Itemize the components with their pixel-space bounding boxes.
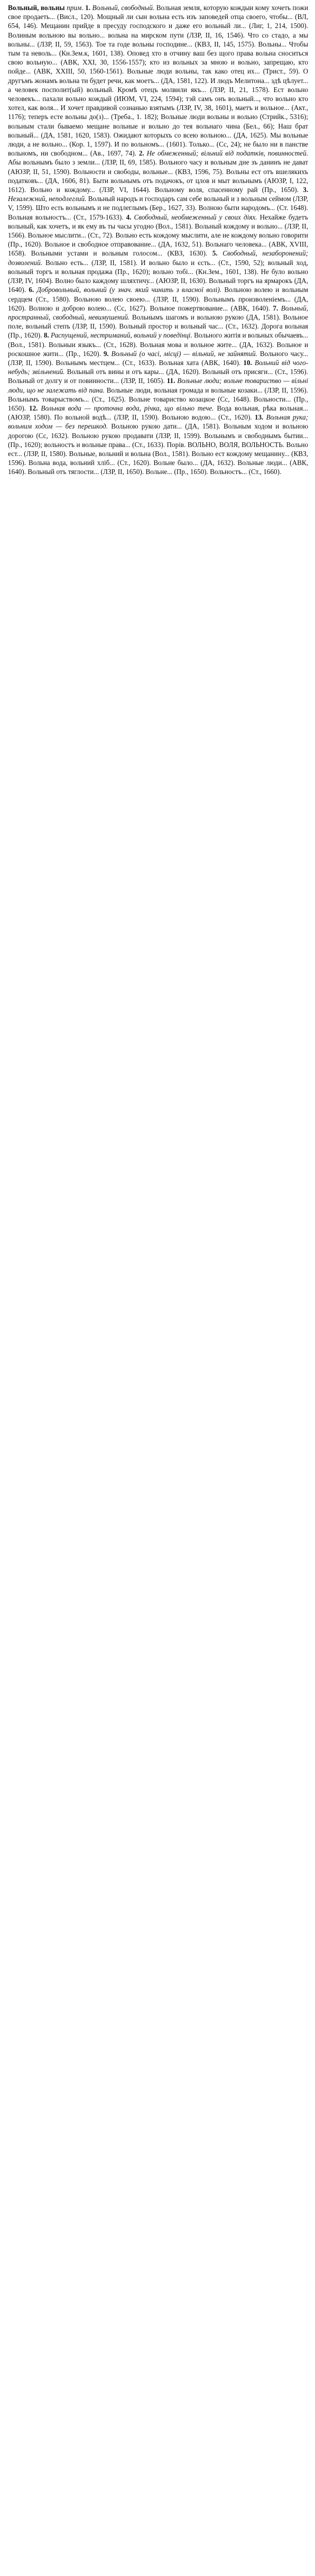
sense-6-citations: Вольною волею и вольным сердцем (Ст., 1580). Вольною волею своею... (ЛЗР, II, 1590). Вольнымъ произволеніемъ... (ДА, 1620). Волною и доброю волею... (Сс, 1627). Вольное пожертвование... (АВК, 1640). xyxy=(8,286,309,312)
sense-8-number: 8. xyxy=(43,331,51,340)
sense-13-citations: Вольною рукою дати... (ДА, 1581). Вольным ходом и вольною дорогою (Сс, 1632). Вольною рукою продавати (ЛЗР, II, 1599). xyxy=(8,422,309,440)
sense-6-gloss: Добровольный, вольний (у знач. який чинить з власної волі). xyxy=(36,286,225,294)
sense-13-gloss: Вольная рука; вольним ходом — без перешкод. xyxy=(8,413,309,431)
sense-10-number: 10. xyxy=(243,358,255,367)
sense-9-citations: Вольного часу... (ЛЗР, II, 1590). Вольнымъ местцем... (Ст., 1633). Вольная хата (АВК, 1640). xyxy=(8,349,308,367)
sense-13-number: 13. xyxy=(254,413,266,422)
sense-11-number: 11. xyxy=(166,377,178,385)
sense-10-gloss: Вольний від чого-небудь; звільнений. xyxy=(8,358,309,376)
sense-5-number: 5. xyxy=(212,249,223,258)
sense-11-gloss: Вольные люди; вольне товариство — вільні люди, що не залежать від пана. xyxy=(8,377,308,394)
sense-1-gloss: Вольный, свободный. xyxy=(92,4,156,12)
sense-11-citations: Вольные люди, вольная громада и вольные козаки... (ЛЗР, II, 1596). Вольнымъ товарыствомъ... (Ст., 1625). Вольне товариство козацкое (Сс, 1648). Вольности... (Пр., 1650). xyxy=(8,386,308,412)
entry-intro xyxy=(8,3,308,477)
sense-12-gloss: Вольная вода — проточна вода, річка, що вільно тече. xyxy=(41,404,217,412)
sense-7-gloss: Вольный, пространный, свободный, невимушений. xyxy=(8,304,309,321)
sense-8-citations: Вольного житія и вольных обычаевъ... (Вол., 1581). Вольныи языкъ... (Ст., 1628). Вольная мова и вольное жите... (ДА, 1632). Вольное и роскошное жити... (Пр., 1620). xyxy=(8,331,309,358)
dictionary-page xyxy=(0,0,315,484)
sense-9-gloss: Вольный (о часі, місці) — вільний, не зайнятий. xyxy=(111,349,260,358)
sense-4-gloss: Свободный, необмеженный у своих діях. xyxy=(134,213,260,221)
part-of-speech: прим. xyxy=(67,4,86,12)
sense-12-number: 12. xyxy=(29,404,41,412)
sense-2-number: 2. xyxy=(138,149,147,158)
sense-9-number: 9. xyxy=(103,349,112,358)
sense-4-citations: Нехайже будетъ вольный, как хочетъ, и як ему въ ты часы угодно (Вол., 1581). Вольный кождому и вольно... (ЛЗР, II, 1566). Вольное мыслити... (Ст., 72). Вольно есть кождому мыслити, але не кождому вольно говорити (Пр., 1620). Вольное и свободное отправование... (ДА, 1632, 51). Вольнаго человека... (АВК, XVIII, 1658). Вольными устами и вольным голосом... (КВЗ, 1630). xyxy=(8,213,308,258)
sense-5-citations: Вольно есть... (ЛЗР, II, 1581). И вольно было и єсть... (Ст., 1590, 52); вольный ход, вольный торгъ и вольная продажа (Пр., 1620); вольно тобі... (Кн.Зем., 1601, 138). Не було вольно (ЛЗР, IV, 1604). Волно было каждому шляхтичу... (АЮЗР, II, 1630). Вольный торгъ на ярмарокъ (ДА, 1640). xyxy=(8,258,308,294)
sense-4-number: 4. xyxy=(126,213,134,221)
sense-3-gloss: Незалежний, неподлеглий. xyxy=(8,195,88,203)
sense-6-number: 6. xyxy=(29,286,37,294)
sense-12-citations: Вода вольная, рѣка вольная... (АЮЗР, 1580). По вольной водѣ... (ЛЗР, II, 1590). Вольною водою... (Ст., 1620). xyxy=(8,404,308,422)
sense-7-citations: Вольнымъ шагомъ и вольною рукою (ДА, 1581). Вольное поле, вольный степъ (ЛЗР, II, 1590). Вольный простор и вольный час... (Ст., 1632). Дорога вольная (Пр., 1620). xyxy=(8,313,308,340)
sense-8-gloss: Распущений, нестриманий, вольний у поведінці. xyxy=(51,331,194,340)
entry-headword: Вольный, вольны xyxy=(8,4,67,12)
sense-3-number: 3. xyxy=(303,186,308,194)
sense-1-citations: Вольная земля, которую кождыи кому хочеть пожи свое продаеть... (Висл., 120). Мощный ли сын вольна есть изъ заповедей отца своего, чтобы... (ВЛ, 654, 146). Мещанин прийде в пресуду господского и даже его вольный ли... (Лиг, 1, 214, 1500). Волиным вольною вы вольно... вольна на мирском пути (ЛЗР, II, 16, 1546). Что со стадо, а мы вольны... (ЛЗР, II, 59, 1563). Тое та годе вольны господине... (КВЗ, II, 145, 1575). Вольны... Чтобы тым та неволь... (Кн.Зем.к, 1601, 138). Оповед хто в отчину ваш без щого права вольна сноситься свою вольную... (АВК, XXI, 30, 1556-1557); кто из вольных за мною и вольно, запрещаю, кто пойде... (АВК, XXIII, 50, 1560-1561). Вольные люди вольны, так како отец их... (Трист., 59). О другъмъ жонамъ вольна ти будет речи, как моетъ... (ДА, 1581, 122). И людъ Мелитона... здѣ цѣлует... а человек посполит(ый) вольный. Кромѣ отецъ молвили якъ... (ЛЗР, II, 21, 1578). Ест вольно человекъ... пахали вольно кождый (ИЮМ, VI, 224, 1594); тэй самъ онъ вольный..., что вольно кто хотел, как воля... И хочет правдивой сознанью взятымъ (ЛЗР, IV, 38, 1601), маетъ и вольное... (Акт., 1176); теперъ есте вольны до(з)... (Треба., 1. 182); Вольные люди вольны и вольно (Стрийк., 5316); вольным стали бываемо мещане вольные и вольно до тея вольнаго чина (Бел., 66); Наш брат вольный... (ДА, 1581, 1620, 1583). Ожидают которыхъ со всею вольною... (ДА, 1625). Мы вольные люди, а не вольно... (Кор. 1, 1597). И по вольномъ... (1601). Только... (Сс, 24); не было ни в панстве вольномъ, ни свободном... (Ав., 1697, 74). xyxy=(8,4,309,158)
entry-closing-notes: Вольнымъ и свободнымъ бытии... (Пр., 1620); вольностъ и вольные права... (Ст., 1633). Порів. ВОЛЬНО, ВОЛЯ, ВОЛЬНОСТЬ. Вольно ест... (ЛЗР, II, 1580). Вольные, вольний и вольна (Вол., 1581). Вольно ест кождому мещанину... (КВЗ, 1596). Вольна вода, вольний хліб... (Ст., 1620). Вольне было... (ДА, 1632). Вольные люди... (АВК, 1640). Вольный отъ тяглости... (ЛЗР, II, 1650). Вольне... (Пр., 1650). Вольностъ... (Ст., 1660). xyxy=(8,431,308,476)
sense-3-citations: Вольный народъ и господаръ сам себе вольный и з вольным сеймом (ЛЗР, V, 1599). Што есть вольнымъ и не подлеглымъ (Бер., 1627, 33). Волною быти народомъ... (Ст. 1648). Вольная вольностъ... (Ст., 1579-1633). xyxy=(8,195,308,221)
sense-2-gloss: Не обмеженный; вільний від податків, повинностей. xyxy=(146,149,308,158)
sense-10-citations: Вольный отъ вины и отъ кары... (ДА, 1620). Вольный отъ присяги... (Ст., 1596). Вольный от долгу и от повинности... (ЛЗР, II, 1605). xyxy=(8,368,308,385)
sense-2-citations: Абы вольнымъ было з земли... (ЛЗР, II, 69, 1585). Вольного часу и вольным дне зъ данинъ не дават (АЮЗР, II, 51, 1590). Вольности и свободы, вольные... (КВЗ, 1596, 75). Вольны ест отъ вшелякихъ податковъ... (ДА, 1606, 81). Быти вольнымъ отъ подачокъ, от цлов и мыт вольнымъ (АЮЗР, I, 122, 1612). Вольно и кождому... (ЛЗР, VI, 1644). Вольному воля, спасенному рай (Пр., 1650). xyxy=(8,158,308,194)
sense-1-number: 1. xyxy=(85,4,92,12)
sense-7-number: 7. xyxy=(273,304,281,312)
sense-5-gloss: Свободный, незаборонений; дозволений. xyxy=(8,249,309,267)
